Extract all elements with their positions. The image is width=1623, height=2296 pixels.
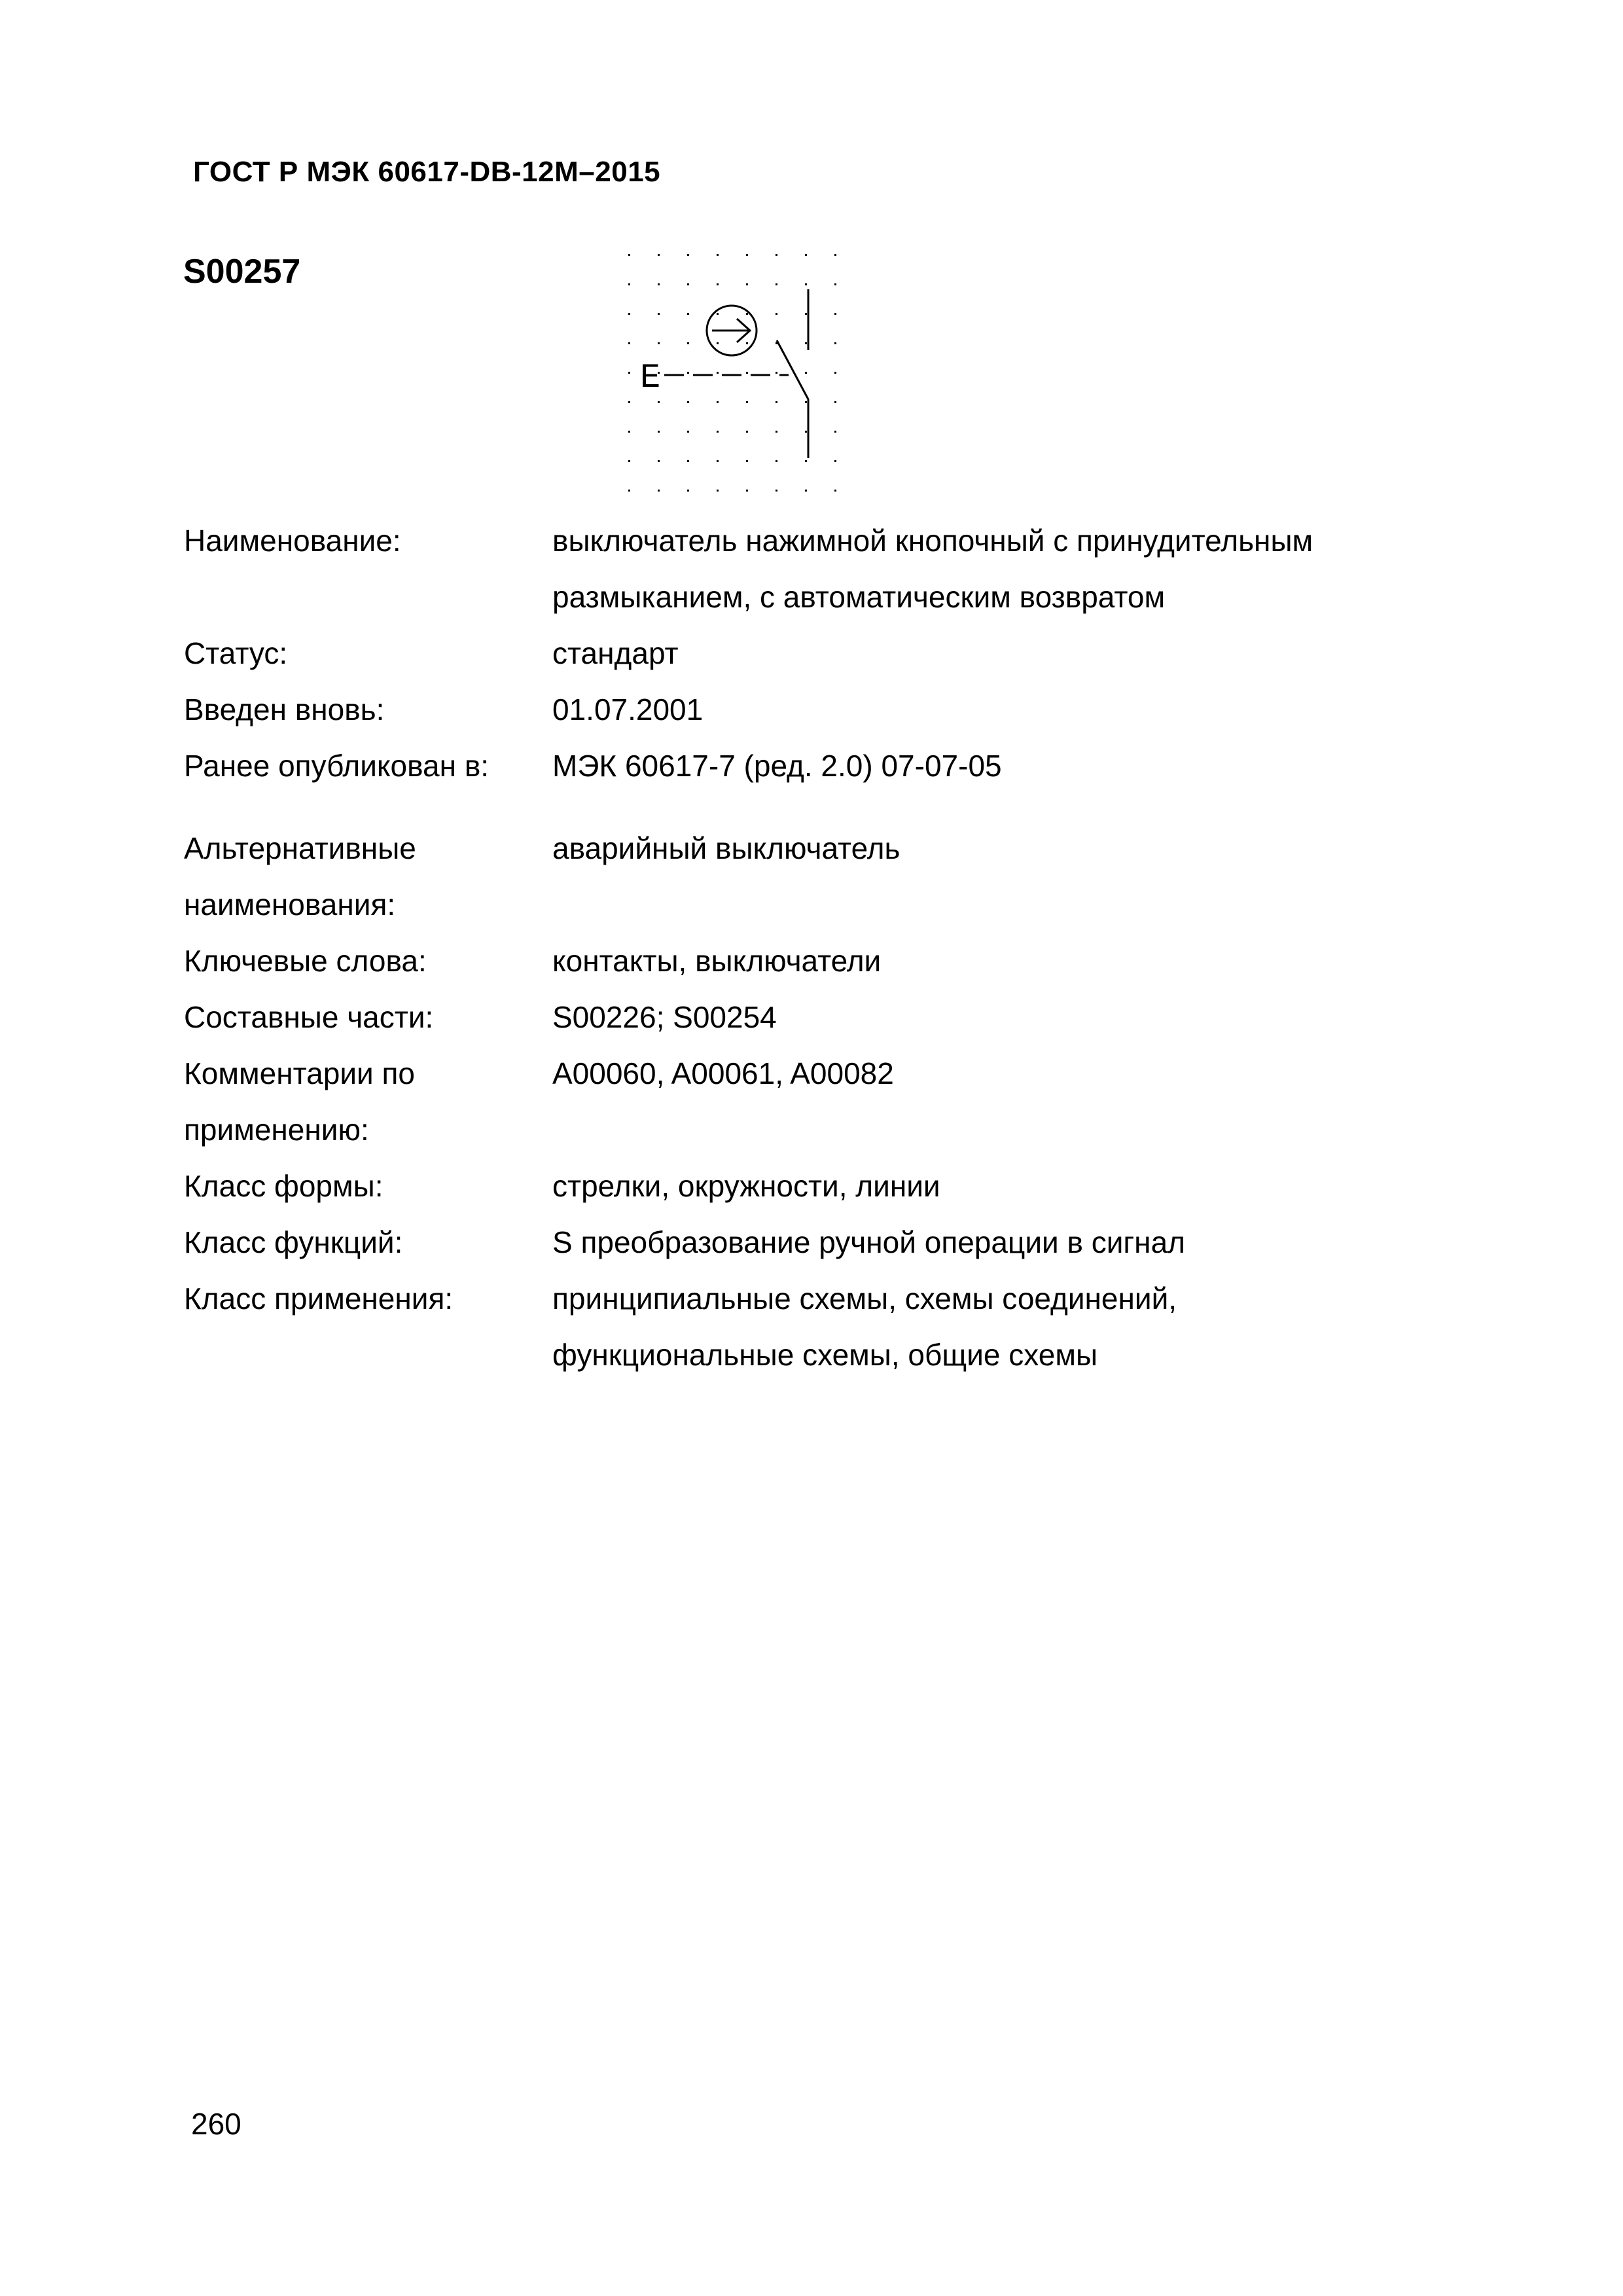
property-label-line: Ранее опубликован в: (184, 749, 490, 783)
property-value-line: принципиальные схемы, схемы соединений, (552, 1282, 1177, 1316)
grid-dot (717, 372, 719, 374)
grid-dot (687, 283, 689, 285)
grid-dot (687, 431, 689, 433)
property-value-line: контакты, выключатели (552, 944, 882, 978)
property-label-line: Класс формы: (184, 1169, 383, 1203)
property-value-line: 01.07.2001 (552, 692, 704, 726)
grid-dot (687, 460, 689, 462)
property-row (184, 1045, 1460, 1158)
grid-dot (834, 313, 836, 315)
grid-dot (746, 342, 748, 344)
property-label-line: Введен вновь: (184, 692, 385, 726)
grid-dot (658, 313, 660, 315)
grid-dot (834, 283, 836, 285)
property-value (552, 820, 1460, 876)
grid-dot (746, 372, 748, 374)
property-label-line: применению: (184, 1113, 369, 1147)
grid-dot (805, 372, 807, 374)
grid-dot (658, 460, 660, 462)
grid-dot (805, 342, 807, 344)
grid-dot (717, 283, 719, 285)
property-label-line: Составные части: (184, 1000, 434, 1034)
grid-dot (746, 490, 748, 492)
grid-dot (834, 431, 836, 433)
grid-dot (717, 342, 719, 344)
grid-dot (834, 254, 836, 256)
property-row (184, 512, 1460, 625)
property-value (552, 1270, 1460, 1383)
property-label (184, 512, 552, 569)
property-value-line: стрелки, окружности, линии (552, 1169, 940, 1203)
property-label (184, 681, 552, 738)
symbol-code: S00257 (183, 253, 301, 291)
grid-dot (717, 401, 719, 403)
property-row (184, 1270, 1460, 1383)
symbol-letter: E (640, 359, 661, 397)
grid-dot (687, 401, 689, 403)
property-value-line: аварийный выключатель (552, 831, 901, 865)
grid-dot (658, 401, 660, 403)
grid-dot (658, 283, 660, 285)
property-label-line: наименования: (184, 888, 396, 922)
grid-dot (658, 254, 660, 256)
grid-dot (834, 401, 836, 403)
property-value (552, 1158, 1460, 1214)
property-label (184, 625, 552, 681)
property-value-line: функциональные схемы, общие схемы (552, 1338, 1098, 1372)
property-value-line: МЭК 60617-7 (ред. 2.0) 07-07-05 (552, 749, 1002, 783)
grid-dot (776, 254, 777, 256)
grid-dot (658, 490, 660, 492)
grid-dot (717, 431, 719, 433)
grid-dot (805, 254, 807, 256)
property-row (184, 1158, 1460, 1214)
grid-dot (805, 283, 807, 285)
grid-dot (628, 431, 630, 433)
grid-dot (628, 401, 630, 403)
page-number: 260 (191, 2107, 241, 2141)
grid-dot (628, 313, 630, 315)
property-label (184, 738, 552, 794)
grid-dot (834, 342, 836, 344)
property-label-line: Наименование: (184, 524, 401, 558)
grid-dot (746, 401, 748, 403)
property-label (184, 1270, 552, 1327)
property-label (184, 1045, 552, 1158)
property-value (552, 738, 1460, 794)
grid-dot (717, 490, 719, 492)
properties-table (184, 512, 1460, 1383)
property-label (184, 989, 552, 1045)
property-value (552, 512, 1460, 625)
property-label-line: Класс функций: (184, 1225, 403, 1259)
grid-dot (805, 431, 807, 433)
property-value (552, 625, 1460, 681)
grid-dot (776, 431, 777, 433)
grid-dot (628, 342, 630, 344)
property-label-line: Класс применения: (184, 1282, 454, 1316)
grid-dot (834, 372, 836, 374)
grid-dot (805, 460, 807, 462)
grid-dot (687, 313, 689, 315)
property-value (552, 1214, 1460, 1270)
grid-dot (628, 372, 630, 374)
grid-dot (628, 490, 630, 492)
grid-dot (776, 372, 777, 374)
grid-dot (687, 490, 689, 492)
grid-dot (746, 254, 748, 256)
property-label (184, 1214, 552, 1270)
property-value (552, 681, 1460, 738)
property-value (552, 933, 1460, 989)
grid-dot (687, 372, 689, 374)
grid-dot (776, 313, 777, 315)
property-value (552, 989, 1460, 1045)
property-row (184, 625, 1460, 681)
grid-dot (687, 254, 689, 256)
grid-dot (658, 431, 660, 433)
grid-dot (834, 460, 836, 462)
grid-dot (746, 283, 748, 285)
property-label-line: Альтернативные (184, 831, 416, 865)
property-value-line: S преобразование ручной операции в сигнал (552, 1225, 1186, 1259)
grid-dot (746, 313, 748, 315)
property-row (184, 820, 1460, 933)
property-row (184, 989, 1460, 1045)
property-value-line: S00226; S00254 (552, 1000, 777, 1034)
grid-dot (687, 342, 689, 344)
grid-dot (805, 313, 807, 315)
property-label (184, 820, 552, 933)
push-button-switch-symbol-icon (615, 242, 851, 497)
grid-dot (834, 490, 836, 492)
grid-dot (628, 254, 630, 256)
grid-dot (717, 254, 719, 256)
grid-dot (658, 342, 660, 344)
grid-dot (805, 490, 807, 492)
property-value-line: A00060, A00061, A00082 (552, 1056, 894, 1090)
property-value-line: выключатель нажимной кнопочный с принудительным (552, 524, 1313, 558)
grid-dot (628, 460, 630, 462)
grid-dot (776, 490, 777, 492)
grid-dot (717, 313, 719, 315)
moving-contact-line (777, 340, 808, 399)
grid-dot (746, 460, 748, 462)
property-row (184, 933, 1460, 989)
property-value-line: стандарт (552, 636, 679, 670)
property-row (184, 1214, 1460, 1270)
property-row (184, 681, 1460, 738)
grid-dot (717, 460, 719, 462)
property-label-line: Ключевые слова: (184, 944, 427, 978)
property-row (184, 738, 1460, 794)
grid-dot (628, 283, 630, 285)
property-value-line: размыканием, с автоматическим возвратом (552, 580, 1166, 614)
grid-dot (776, 283, 777, 285)
grid-dot (776, 460, 777, 462)
property-label (184, 1158, 552, 1214)
document-standard-title: ГОСТ Р МЭК 60617-DB-12M–2015 (193, 156, 661, 188)
grid-dot (746, 431, 748, 433)
property-label (184, 933, 552, 989)
property-label-line: Комментарии по (184, 1056, 415, 1090)
property-value (552, 1045, 1460, 1102)
grid-dot (805, 401, 807, 403)
grid-dot (776, 401, 777, 403)
property-label-line: Статус: (184, 636, 288, 670)
